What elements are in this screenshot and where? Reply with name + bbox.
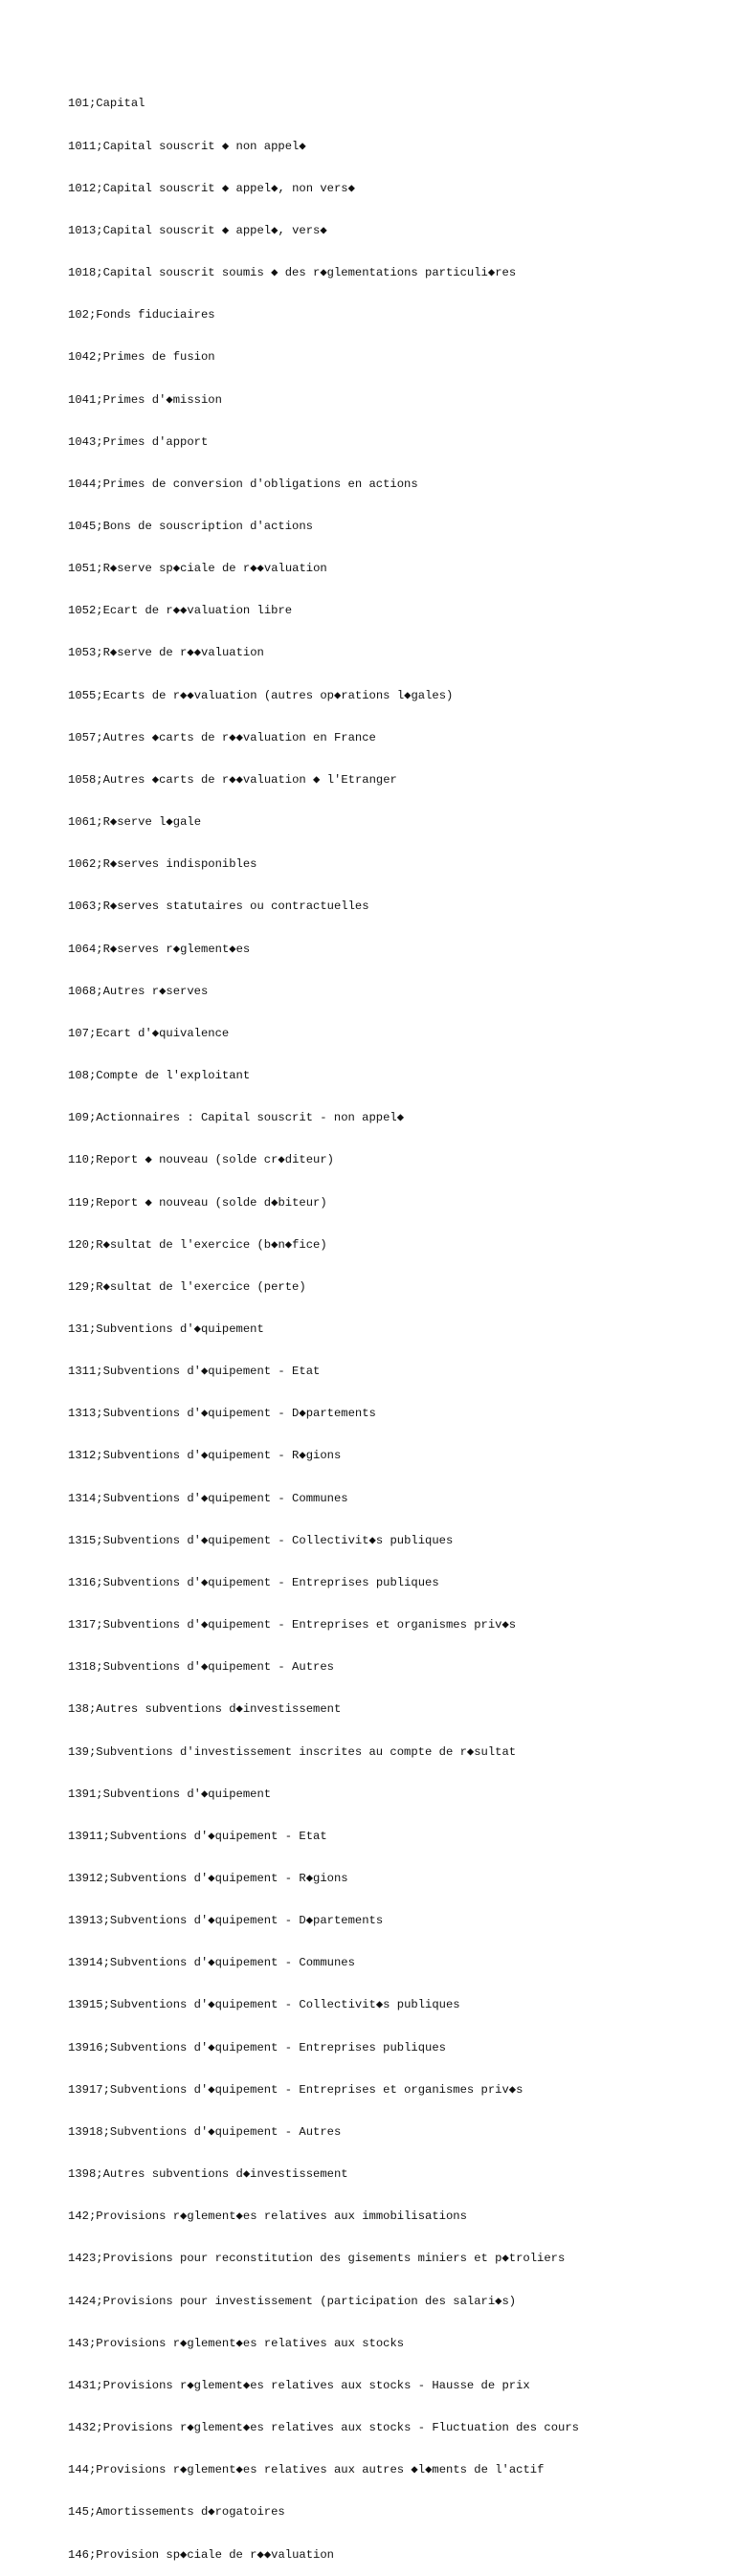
text-line: 1311;Subventions d'◆quipement - Etat — [68, 1365, 321, 1379]
text-line: 1315;Subventions d'◆quipement - Collectivit◆s publiques — [68, 1533, 454, 1547]
text-line: 13913;Subventions d'◆quipement - D◆partements — [68, 1914, 384, 1928]
text-line: 1398;Autres subventions d◆investissement — [68, 2167, 348, 2182]
text-line: 1018;Capital souscrit soumis ◆ des r◆glementations particuli◆res — [68, 266, 517, 280]
text-line: 146;Provision sp◆ciale de r◆◆valuation — [68, 2547, 334, 2562]
text-line: 1064;R◆serves r◆glement◆es — [68, 942, 251, 956]
text-line: 120;R◆sultat de l'exercice (b◆n◆fice) — [68, 1237, 327, 1252]
text-line: 13911;Subventions d'◆quipement - Etat — [68, 1829, 327, 1843]
text-line: 142;Provisions r◆glement◆es relatives aux immobilisations — [68, 2210, 467, 2224]
text-line: 143;Provisions r◆glement◆es relatives aux stocks — [68, 2336, 405, 2350]
text-line: 1012;Capital souscrit ◆ appel◆, non vers◆ — [68, 181, 355, 195]
text-line: 13915;Subventions d'◆quipement - Collectivit◆s publiques — [68, 1998, 460, 2012]
text-line: 102;Fonds fiduciaires — [68, 308, 215, 322]
text-document — [68, 69, 728, 2576]
text-line: 108;Compte de l'exploitant — [68, 1069, 251, 1083]
text-line: 13917;Subventions d'◆quipement - Entreprises et organismes priv◆s — [68, 2082, 523, 2097]
text-line: 1314;Subventions d'◆quipement - Communes — [68, 1491, 348, 1505]
text-line: 1043;Primes d'apport — [68, 434, 209, 449]
text-line: 1312;Subventions d'◆quipement - R◆gions — [68, 1449, 342, 1463]
text-line: 1432;Provisions r◆glement◆es relatives aux stocks - Fluctuation des cours — [68, 2421, 579, 2435]
text-line: 1391;Subventions d'◆quipement — [68, 1787, 272, 1801]
text-line: 139;Subventions d'investissement inscrites au compte de r◆sultat — [68, 1744, 517, 1759]
text-line: 107;Ecart d'◆quivalence — [68, 1026, 230, 1040]
text-line: 1011;Capital souscrit ◆ non appel◆ — [68, 139, 306, 153]
text-line: 119;Report ◆ nouveau (solde d◆biteur) — [68, 1195, 327, 1210]
text-line: 1057;Autres ◆carts de r◆◆valuation en France — [68, 730, 376, 744]
text-line: 144;Provisions r◆glement◆es relatives aux autres ◆l◆ments de l'actif — [68, 2463, 545, 2477]
text-line: 109;Actionnaires : Capital souscrit - non appel◆ — [68, 1111, 405, 1125]
text-line: 1041;Primes d'◆mission — [68, 392, 222, 407]
text-line: 101;Capital — [68, 97, 145, 111]
text-line: 1316;Subventions d'◆quipement - Entreprises publiques — [68, 1575, 439, 1589]
text-line: 1063;R◆serves statutaires ou contractuelles — [68, 899, 369, 914]
text-line: 1042;Primes de fusion — [68, 350, 215, 365]
text-line: 1317;Subventions d'◆quipement - Entreprises et organismes priv◆s — [68, 1618, 517, 1632]
text-line: 1431;Provisions r◆glement◆es relatives aux stocks - Hausse de prix — [68, 2378, 530, 2392]
text-line: 1055;Ecarts de r◆◆valuation (autres op◆rations l◆gales) — [68, 688, 454, 702]
text-line: 1053;R◆serve de r◆◆valuation — [68, 646, 264, 660]
text-line: 131;Subventions d'◆quipement — [68, 1321, 264, 1336]
text-line: 129;R◆sultat de l'exercice (perte) — [68, 1279, 306, 1294]
text-line: 1424;Provisions pour investissement (participation des salari◆s) — [68, 2294, 517, 2308]
text-line: 110;Report ◆ nouveau (solde cr◆diteur) — [68, 1153, 334, 1167]
text-line: 13918;Subventions d'◆quipement - Autres — [68, 2124, 342, 2139]
text-line: 1061;R◆serve l◆gale — [68, 815, 202, 830]
text-line: 13912;Subventions d'◆quipement - R◆gions — [68, 1872, 348, 1885]
text-line: 1318;Subventions d'◆quipement - Autres — [68, 1660, 334, 1675]
text-line: 1062;R◆serves indisponibles — [68, 857, 257, 872]
text-line: 1045;Bons de souscription d'actions — [68, 520, 313, 533]
text-line: 1313;Subventions d'◆quipement - D◆partements — [68, 1407, 376, 1421]
text-line: 1068;Autres r◆serves — [68, 984, 209, 998]
text-line: 1051;R◆serve sp◆ciale de r◆◆valuation — [68, 562, 327, 576]
text-line: 13916;Subventions d'◆quipement - Entreprises publiques — [68, 2040, 446, 2054]
text-line: 138;Autres subventions d◆investissement — [68, 1702, 342, 1717]
text-line: 1052;Ecart de r◆◆valuation libre — [68, 604, 293, 618]
text-line: 1013;Capital souscrit ◆ appel◆, vers◆ — [68, 223, 327, 237]
text-line: 1058;Autres ◆carts de r◆◆valuation ◆ l'Etranger — [68, 772, 397, 787]
text-line: 145;Amortissements d◆rogatoires — [68, 2505, 285, 2520]
text-line: 13914;Subventions d'◆quipement - Communes — [68, 1956, 355, 1970]
text-line: 1044;Primes de conversion d'obligations en actions — [68, 477, 418, 491]
text-line: 1423;Provisions pour reconstitution des gisements miniers et p◆troliers — [68, 2252, 566, 2266]
